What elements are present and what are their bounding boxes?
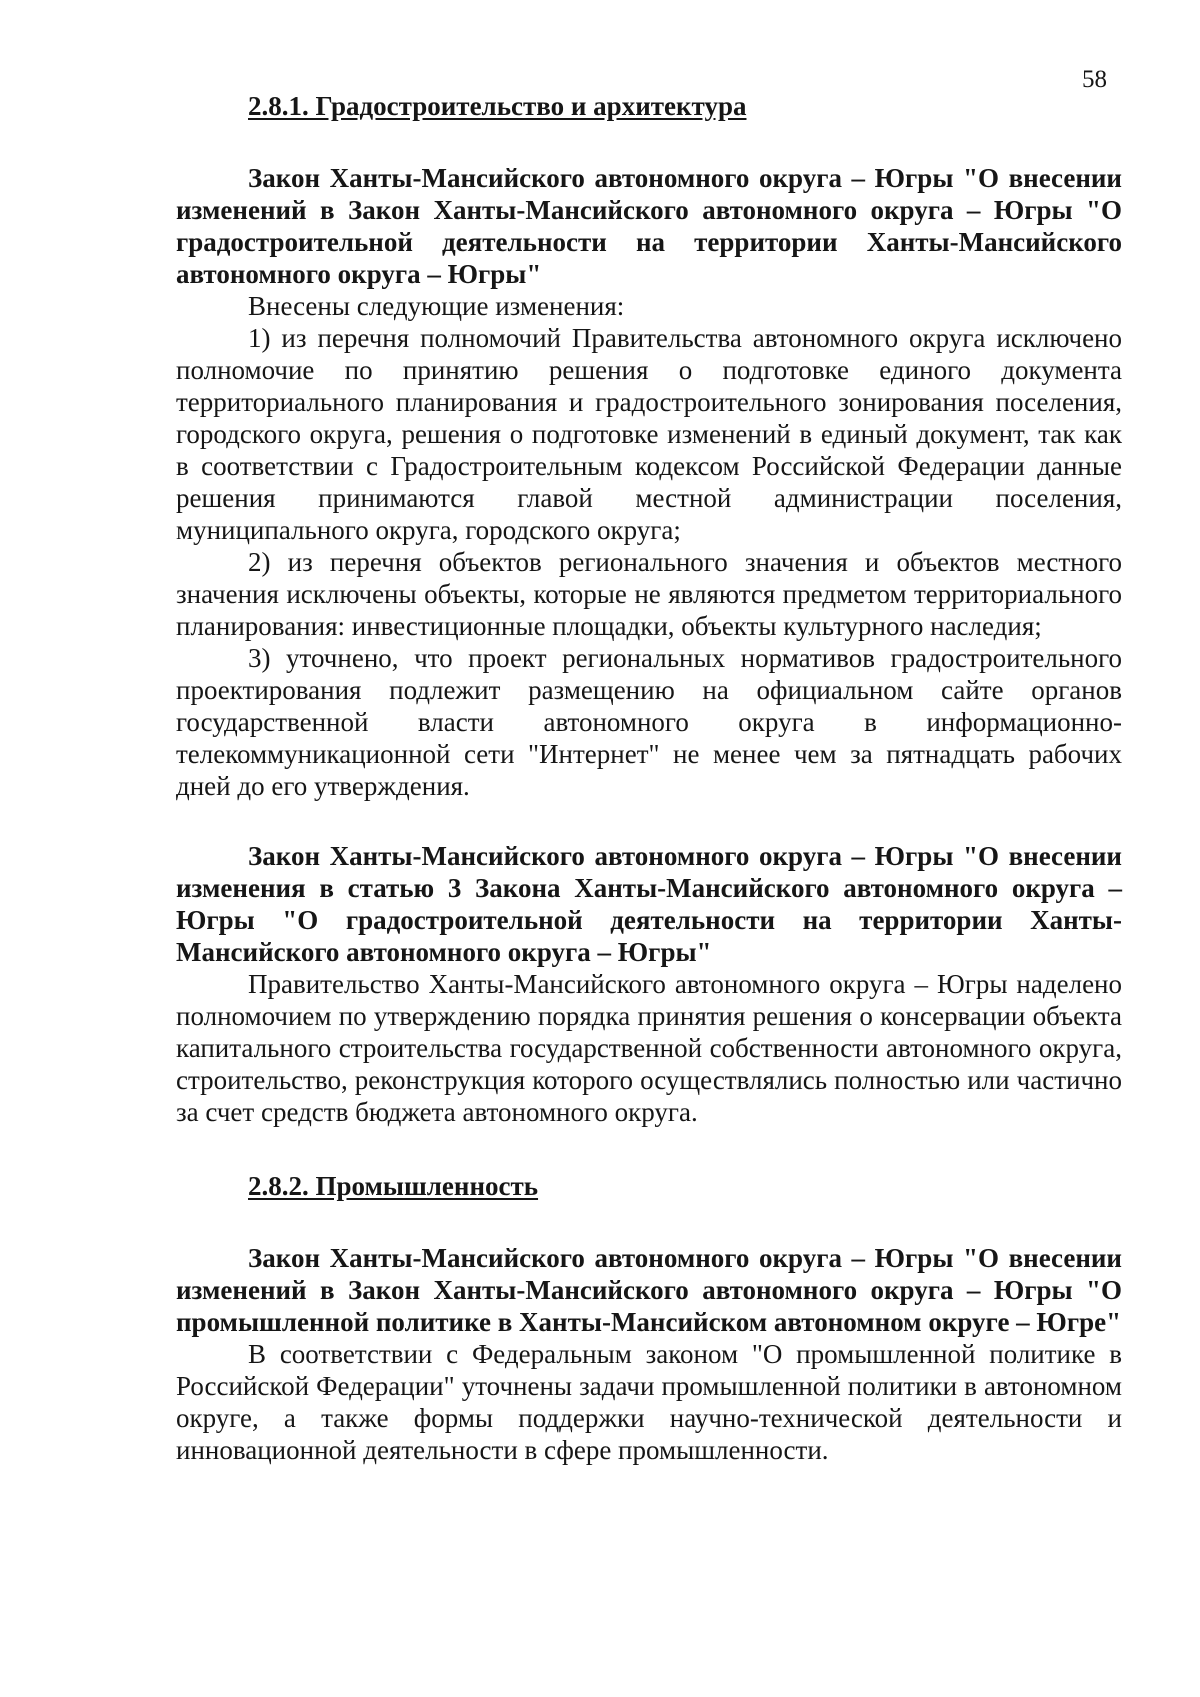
- paragraph-changes-intro: Внесены следующие изменения:: [248, 291, 625, 321]
- paragraph-industrial-policy: В соответствии с Федеральным законом "О промышленной политике в Российской Федерации" уточнены задачи промышленной политики в автономном округе, а также формы поддержки научно-технической деятельности и инновационной деятельности в сфере промышленности.: [176, 1339, 1122, 1465]
- paragraph-change-3: 3) уточнено, что проект региональных нормативов градостроительного проектирования подлежит размещению на официальном сайте органов государственной власти автономного округа в информационно-телекоммуникационной сети "Интернет" не менее чем за пятнадцать рабочих дней до его утверждения.: [176, 643, 1122, 801]
- law-title-industrial-policy: Закон Ханты-Мансийского автономного округа – Югры "О внесении изменений в Закон Ханты-Мансийского автономного округа – Югры "О промышленной политике в Ханты-Мансийском автономном округе – Югре": [176, 1243, 1122, 1337]
- spacer: [176, 1128, 1122, 1170]
- document-body: [176, 90, 1122, 1466]
- paragraph-change-2: 2) из перечня объектов регионального значения и объектов местного значения исключены объекты, которые не являются предметом территориального планирования: инвестиционные площадки, объекты культурного наследия;: [176, 547, 1122, 641]
- section-heading-urban-planning: 2.8.1. Градостроительство и архитектура: [248, 91, 747, 121]
- law-title-urban-planning-amendments: Закон Ханты-Мансийского автономного округа – Югры "О внесении изменений в Закон Ханты-Мансийского автономного округа – Югры "О градостроительной деятельности на территории Ханты-Мансийского автономного округа – Югры": [176, 163, 1122, 289]
- section-heading-industry: 2.8.2. Промышленность: [248, 1171, 539, 1201]
- paragraph-conservation-authority: Правительство Ханты-Мансийского автономного округа – Югры наделено полномочием по утверждению порядка принятия решения о консервации объекта капитального строительства государственной собственности автономного округа, строительство, реконструкция которого осуществлялись полностью или частично за счет средств бюджета автономного округа.: [176, 969, 1122, 1127]
- spacer: [176, 802, 1122, 840]
- paragraph-change-1: 1) из перечня полномочий Правительства автономного округа исключено полномочие по принятию решения о подготовке единого документа территориального планирования и градостроительного зонирования поселения, городского округа, решения о подготовке изменений в единый документ, так как в соответствии с Градостроительным кодексом Российской Федерации данные решения принимаются главой местной администрации поселения, муниципального округа, городского округа;: [176, 323, 1122, 545]
- page-number: 58: [1082, 66, 1107, 93]
- law-title-article-3-amendment: Закон Ханты-Мансийского автономного округа – Югры "О внесении изменения в статью 3 Закона Ханты-Мансийского автономного округа – Югры "О градостроительной деятельности на территории Ханты-Мансийского автономного округа – Югры": [176, 841, 1122, 967]
